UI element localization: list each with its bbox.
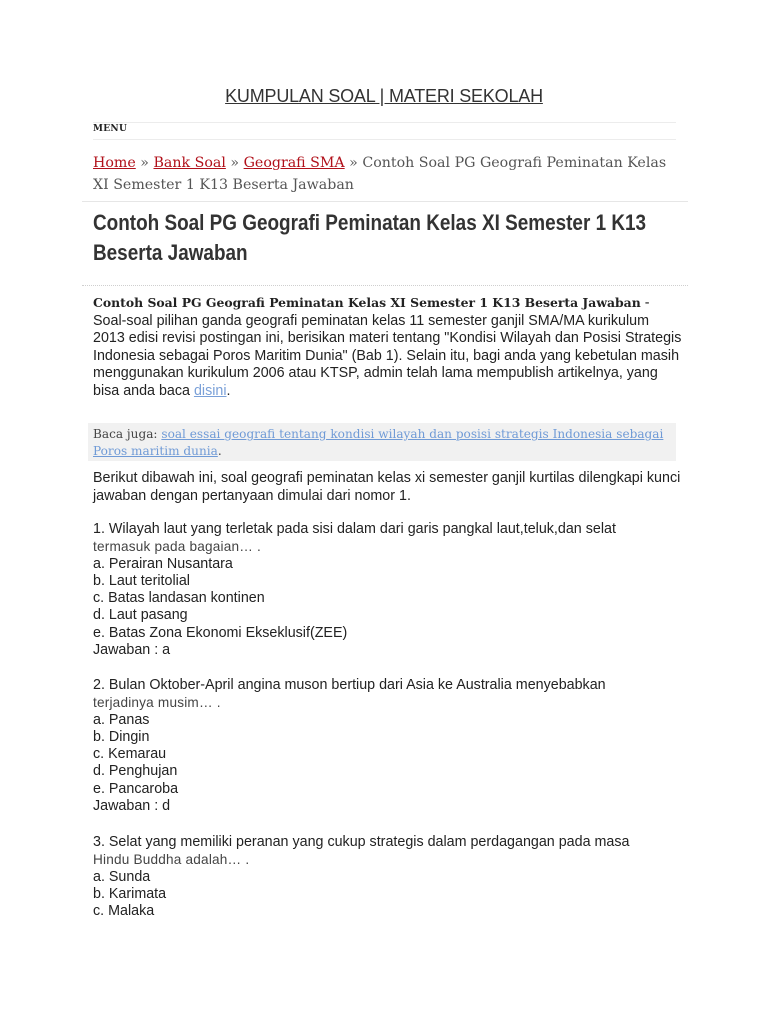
site-title[interactable]: KUMPULAN SOAL | MATERI SEKOLAH [225,86,543,106]
option-c: c. Batas landasan kontinen [93,590,265,607]
breadcrumb-bank-soal-link[interactable]: Bank Soal [153,155,226,171]
option-a: a. Panas [93,711,150,728]
intro-text: - Soal-soal pilihan ganda geografi peminatan kelas 11 semester ganjil SMA/MA kurikulum 2013 edisi revisi postingan ini, berisikan materi tentang "Kondisi Wilayah dan Posisi Strategis Indonesia sebagai Poros Maritim Dunia" (Bab 1). Selain itu, bagi anda yang kebetulan masih menggunakan kurikulum 2006 atau KTSP, admin telah lama mempublish artikelnya, yang bisa anda baca [93,295,682,399]
read-also-label: Baca juga: [93,427,158,441]
question-3 [93,834,683,920]
answer: Jawaban : a [93,642,171,659]
option-d: d. Penghujan [93,763,178,780]
intro-disini-link[interactable]: disini [193,382,227,399]
option-a: a. Sunda [93,868,151,885]
option-b: b. Dingin [93,728,150,745]
divider [82,285,688,286]
read-also-link[interactable]: soal essai geografi tentang kondisi wilayah dan posisi strategis Indonesia sebagai Poros maritim dunia [93,427,664,458]
answer: Jawaban : d [93,798,171,815]
breadcrumb-separator: » [230,155,240,171]
breadcrumb-separator: » [140,155,149,171]
breadcrumb-current: Contoh Soal PG Geografi Peminatan Kelas XI Semester 1 K13 Beserta Jawaban [93,155,667,193]
option-c: c. Malaka [93,903,155,920]
option-a: a. Perairan Nusantara [93,555,233,572]
question-text: 1. Wilayah laut yang terletak pada sisi dalam dari garis pangkal laut,teluk,dan selat [93,521,616,537]
breadcrumb-home-link[interactable]: Home [93,155,136,171]
question-text-continued: terjadinya musim… . [93,695,221,711]
read-also-box [88,423,676,461]
option-d: d. Laut pasang [93,607,188,624]
intro-end: . [226,382,231,399]
read-also-end: . [217,444,222,458]
question-text: 2. Bulan Oktober-April angina muson bertiup dari Asia ke Australia menyebabkan [93,677,606,693]
option-b: b. Laut teritolial [93,572,190,589]
intro-paragraph: Berikut dibawah ini, soal geografi peminatan kelas xi semester ganjil kurtilas dilengkapi kunci jawaban dengan pertanyaan dimulai dari nomor 1. [93,470,681,504]
breadcrumb-geografi-sma-link[interactable]: Geografi SMA [243,155,345,171]
option-e: e. Batas Zona Ekonomi Ekseklusif(ZEE) [93,624,348,641]
post-intro [93,294,683,400]
intro-lead: Contoh Soal PG Geografi Peminatan Kelas XI Semester 1 K13 Beserta Jawaban [93,295,641,310]
question-1 [93,521,683,659]
divider [82,201,688,202]
menu-button[interactable]: MENU [93,124,128,134]
option-c: c. Kemarau [93,746,167,763]
breadcrumb-separator: » [349,155,358,171]
question-text: 3. Selat yang memiliki peranan yang cukup strategis dalam perdagangan pada masa [93,834,630,850]
question-text-continued: termasuk pada bagaian… . [93,539,262,555]
menu-bar [93,122,676,140]
breadcrumb [93,152,683,196]
question-text-continued: Hindu Buddha adalah… . [93,852,250,868]
question-2 [93,677,683,815]
option-b: b. Karimata [93,885,167,902]
option-e: e. Pancaroba [93,780,179,797]
post-title: Contoh Soal PG Geografi Peminatan Kelas XI Semester 1 K13 Beserta Jawaban [93,210,647,265]
